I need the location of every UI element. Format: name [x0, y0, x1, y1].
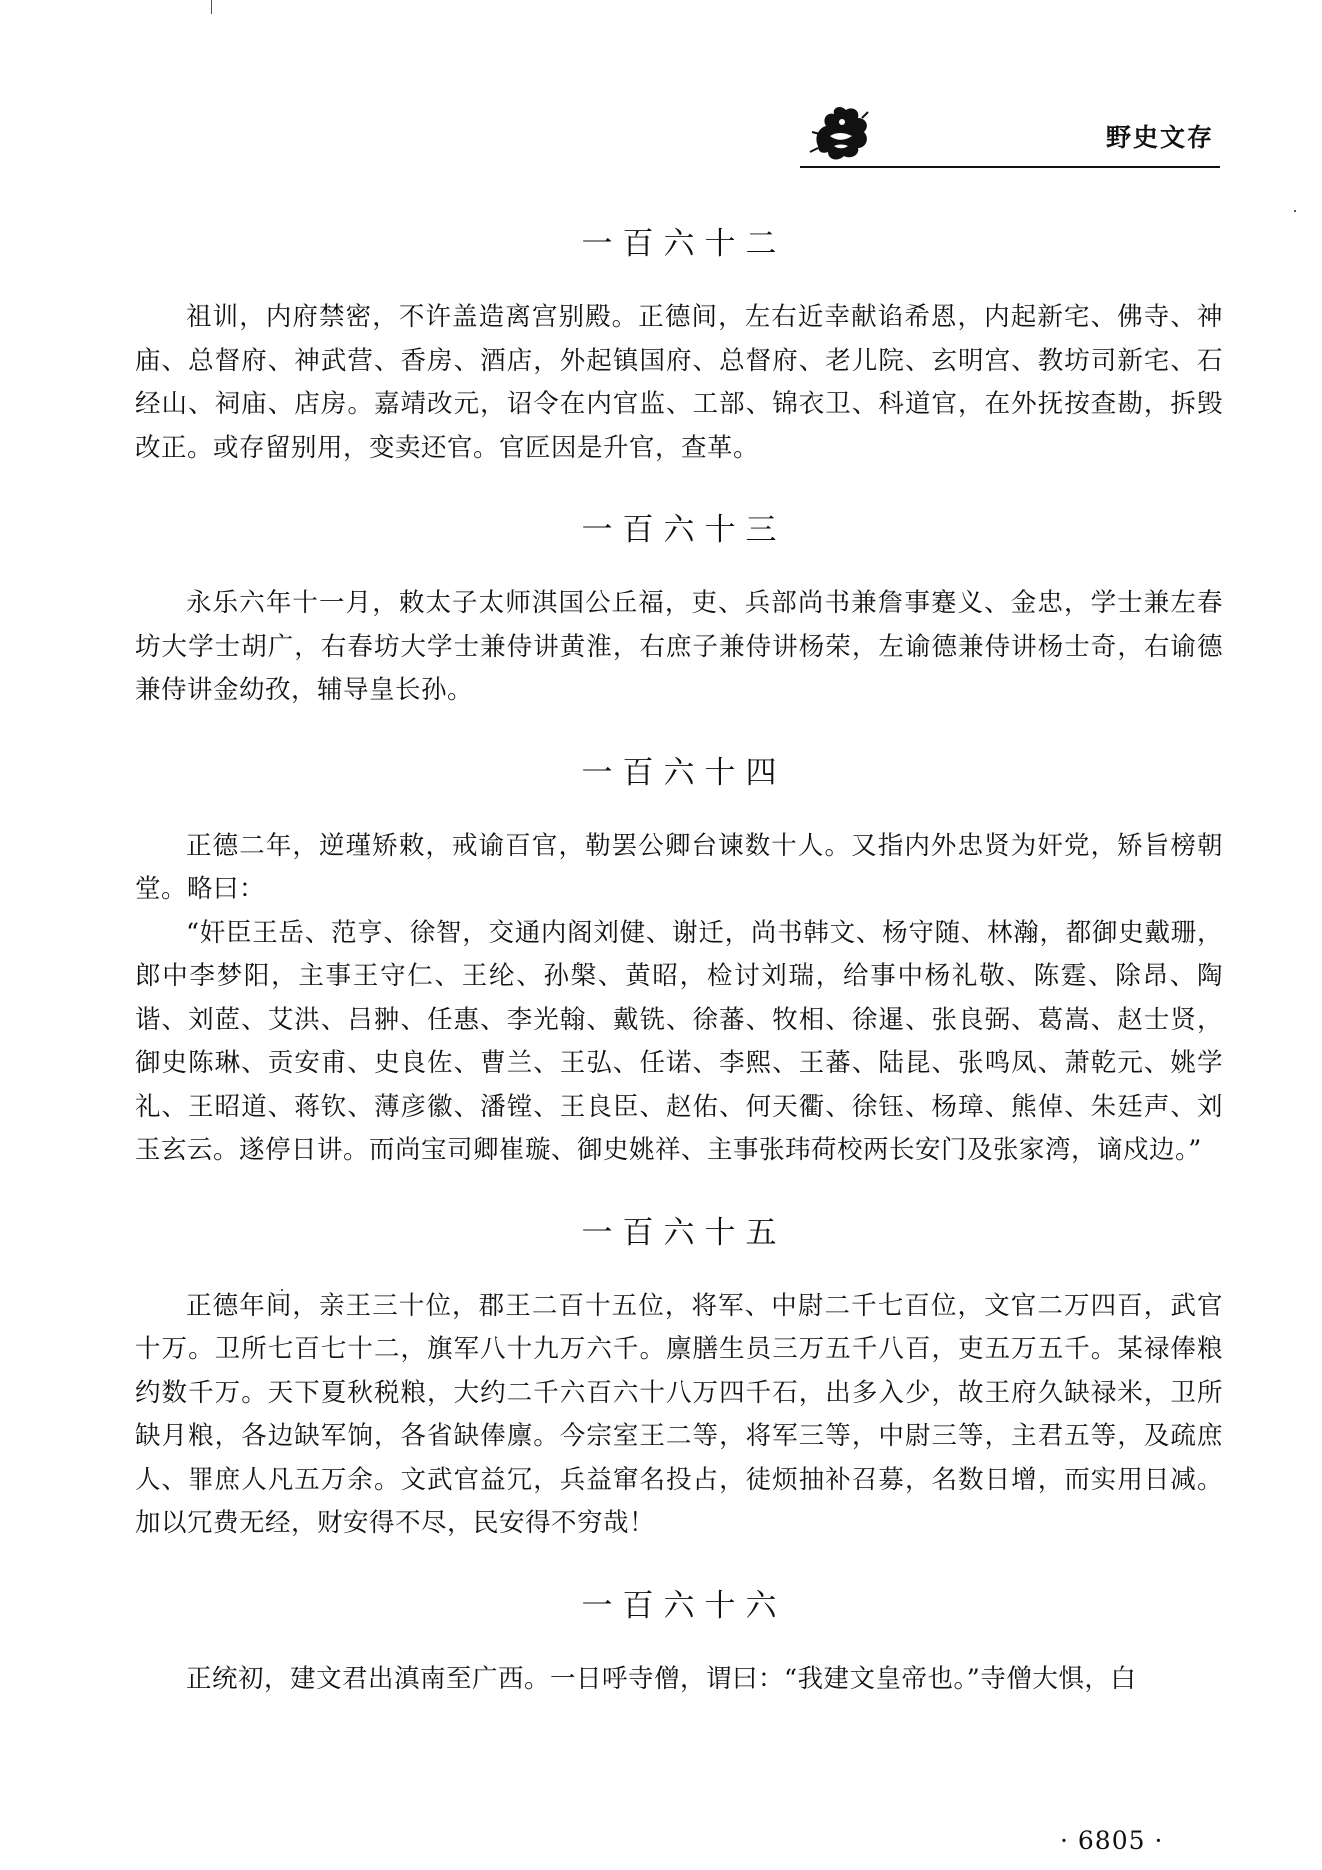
- section-heading: 一百六十三: [581, 512, 787, 548]
- page-body: [135, 222, 1223, 1701]
- paragraph: 祖训，内府禁密，不许盖造离宫别殿。正德间，左右近幸献谄希恩，内起新宅、佛寺、神庙、总督府、神武营、香房、酒店，外起镇国府、总督府、老儿院、玄明宫、教坊司新宅、石经山、祠庙、店房。嘉靖改元，诏令在内官监、工部、锦衣卫、科道官，在外抚按查勘，拆毁改正。或存留别用，变卖还官。官匠因是升官，查革。: [135, 302, 1223, 463]
- quotation-paragraph: “奸臣王岳、范亨、徐智，交通内阁刘健、谢迁，尚书韩文、杨守随、林瀚，都御史戴珊，郎中李梦阳，主事王守仁、王纶、孙槃、黄昭，检讨刘瑞，给事中杨礼敬、陈霆、除昂、陶谐、刘茝、艾洪、吕翀、任惠、李光翰、戴铣、徐蕃、牧相、徐暹、张良弼、葛嵩、赵士贤，御史陈琳、贡安甫、史良佐、曹兰、王弘、任诺、李熙、王蕃、陆昆、张鸣凤、萧乾元、姚学礼、王昭道、蒋钦、薄彦徽、潘镗、王良臣、赵佑、何天衢、徐钰、杨璋、熊倬、朱廷声、刘玉玄云。遂停日讲。而尚宝司卿崔璇、御史姚祥、主事张玮荷校两长安门及张家湾，谪戍边。”: [135, 917, 1223, 1165]
- running-header: [800, 100, 1220, 168]
- section-165: [135, 1211, 1223, 1546]
- dragon-emblem-icon: [808, 102, 874, 162]
- scan-speck: [281, 1289, 283, 1291]
- paragraph: 正统初，建文君出滇南至广西。一日呼寺僧，谓曰：“我建文皇帝也。”寺僧大惧，白: [186, 1663, 1137, 1694]
- paragraph: 正德年间，亲王三十位，郡王二百十五位，将军、中尉二千七百位，文官二万四百，武官十万。卫所七百七十二，旗军八十九万六千。廪膳生员三万五千八百，吏五万五千。某禄俸粮约数千万。天下夏秋税粮，大约二千六百六十八万四千石，出多入少，故王府久缺禄米，卫所缺月粮，各边缺军饷，各省缺俸廪。今宗室王二等，将军三等，中尉三等，主君五等，及疏庶人、罪庶人凡五万余。文武官益冗，兵益窜名投占，徒烦抽补召募，名数日增，而实用日减。加以冗费无经，财安得不尽，民安得不穷哉！: [135, 1290, 1223, 1538]
- section-heading: 一百六十五: [581, 1214, 787, 1251]
- scan-speck: [211, 0, 212, 14]
- scan-speck: [1294, 210, 1296, 212]
- page-number: · 6805 ·: [1060, 1826, 1164, 1855]
- section-166: [135, 1584, 1223, 1702]
- section-heading: 一百六十二: [581, 226, 787, 262]
- section-162: [135, 222, 1223, 470]
- section-164: [135, 751, 1223, 1173]
- paragraph: 正德二年，逆瑾矫敕，戒谕百官，勒罢公卿台谏数十人。又指内外忠贤为奸党，矫旨榜朝堂。略曰：: [135, 830, 1223, 904]
- section-heading: 一百六十四: [581, 754, 787, 791]
- header-rule: [800, 166, 1220, 168]
- running-title: 野史文存: [1105, 123, 1214, 152]
- section-heading: 一百六十六: [581, 1587, 787, 1624]
- paragraph: 永乐六年十一月，敕太子太师淇国公丘福，吏、兵部尚书兼詹事蹇义、金忠，学士兼左春坊大学士胡广，右春坊大学士兼侍讲黄淮，右庶子兼侍讲杨荣，左谕德兼侍讲杨士奇，右谕德兼侍讲金幼孜，辅导皇长孙。: [135, 588, 1223, 705]
- section-163: [135, 508, 1223, 713]
